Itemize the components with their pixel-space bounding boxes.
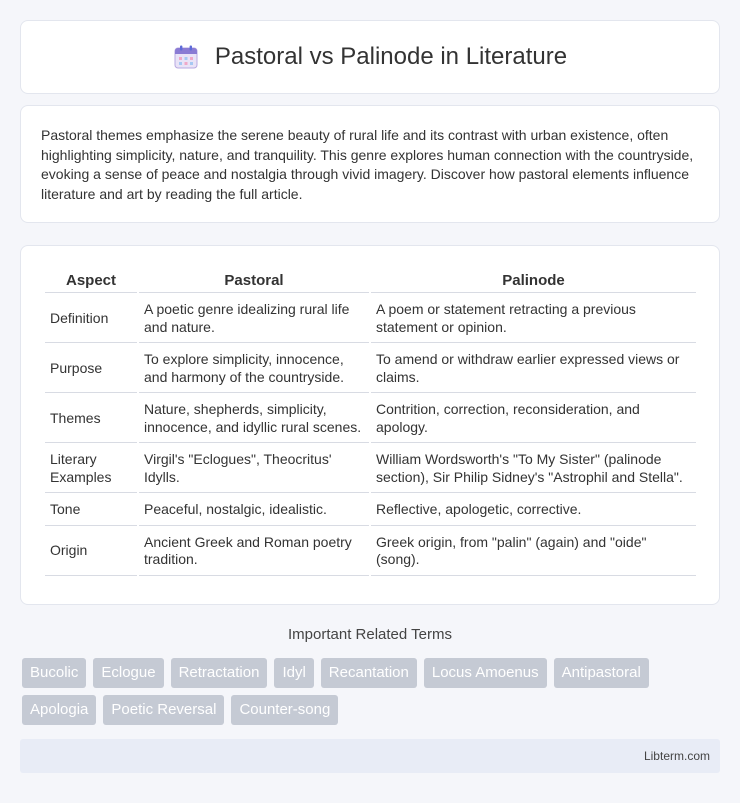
cell-pastoral: Peaceful, nostalgic, idealistic. [139, 495, 369, 526]
tag-idyl[interactable]: Idyl [274, 658, 313, 688]
header-palinode: Palinode [371, 268, 696, 293]
intro-text: Pastoral themes emphasize the serene beauty of rural life and its contrast with urban existence, often highlighting simplicity, nature, and tranquility. This genre explores human connection with the countryside, evoking a sense of peace and nostalgia through vivid imagery. Discover how pastoral elements influence literature and art by reading the full article. [41, 127, 694, 202]
table-row [45, 495, 696, 526]
tag-locus-amoenus[interactable]: Locus Amoenus [424, 658, 547, 688]
tag-poetic-reversal[interactable]: Poetic Reversal [103, 695, 224, 725]
tag-antipastoral[interactable]: Antipastoral [554, 658, 649, 688]
table-row [45, 345, 696, 393]
table-row [45, 295, 696, 343]
intro-card [20, 105, 720, 223]
tag-bucolic[interactable]: Bucolic [22, 658, 86, 688]
cell-palinode: To amend or withdraw earlier expressed views or claims. [371, 345, 696, 393]
comparison-table [43, 266, 698, 578]
calendar-icon [173, 44, 199, 70]
footer [20, 739, 720, 773]
cell-aspect: Themes [45, 395, 137, 443]
cell-aspect: Definition [45, 295, 137, 343]
tag-counter-song[interactable]: Counter-song [231, 695, 338, 725]
table-row [45, 395, 696, 443]
page-title: Pastoral vs Palinode in Literature [214, 43, 568, 70]
footer-site-link[interactable]: Libterm.com [643, 749, 710, 763]
tag-recantation[interactable]: Recantation [321, 658, 417, 688]
tag-apologia[interactable]: Apologia [22, 695, 96, 725]
cell-aspect: Tone [45, 495, 137, 526]
title-wrap [173, 43, 567, 71]
comparison-table-card [20, 245, 720, 605]
cell-pastoral: Ancient Greek and Roman poetry tradition. [139, 528, 369, 576]
related-terms-list [22, 658, 722, 725]
cell-palinode: Reflective, apologetic, corrective. [371, 495, 696, 526]
cell-aspect: Origin [45, 528, 137, 576]
table-row [45, 528, 696, 576]
header-card [20, 20, 720, 94]
tag-retractation[interactable]: Retractation [171, 658, 268, 688]
cell-palinode: William Wordsworth's "To My Sister" (palinode section), Sir Philip Sidney's "Astrophil and Stella". [371, 445, 696, 493]
cell-palinode: Greek origin, from "palin" (again) and "oide" (song). [371, 528, 696, 576]
table-header-row [45, 268, 696, 293]
table-row [45, 445, 696, 493]
cell-pastoral: Virgil's "Eclogues", Theocritus' Idylls. [139, 445, 369, 493]
cell-pastoral: To explore simplicity, innocence, and harmony of the countryside. [139, 345, 369, 393]
tag-eclogue[interactable]: Eclogue [93, 658, 163, 688]
cell-aspect: Literary Examples [45, 445, 137, 493]
related-terms-title: Important Related Terms [288, 626, 452, 643]
cell-aspect: Purpose [45, 345, 137, 393]
cell-palinode: Contrition, correction, reconsideration, and apology. [371, 395, 696, 443]
cell-palinode: A poem or statement retracting a previous statement or opinion. [371, 295, 696, 343]
header-aspect: Aspect [45, 268, 137, 293]
cell-pastoral: Nature, shepherds, simplicity, innocence, and idyllic rural scenes. [139, 395, 369, 443]
header-pastoral: Pastoral [139, 268, 369, 293]
cell-pastoral: A poetic genre idealizing rural life and nature. [139, 295, 369, 343]
